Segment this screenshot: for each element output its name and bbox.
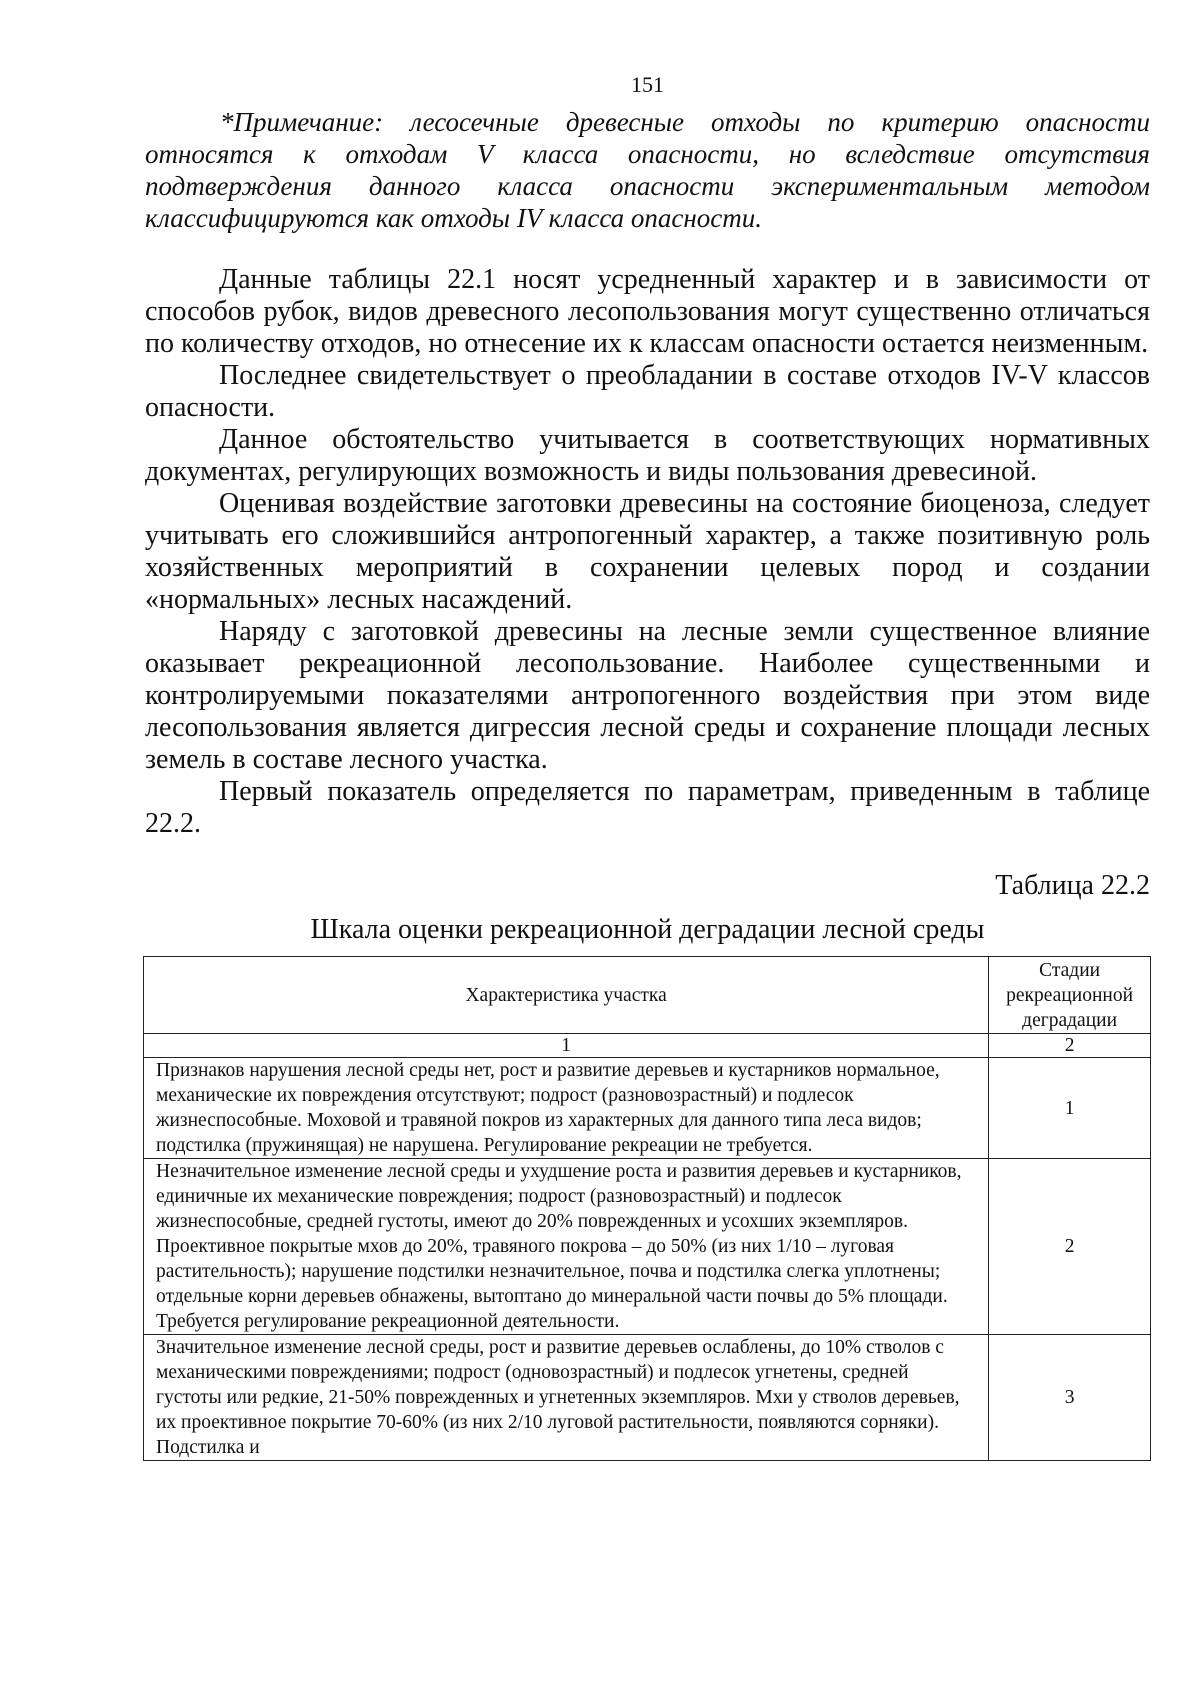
degradation-scale-table [143, 956, 1151, 1461]
paragraph: Последнее свидетельствует о преобладании в составе отходов IV-V классов опасности. [145, 360, 1150, 423]
row-stage: 1 [989, 1058, 1151, 1159]
table-row [144, 1159, 1151, 1335]
row-characteristic: Значительное изменение лесной среды, рост и развитие деревьев ослаблены, до 10% стволов с механическими повреждениями; подрост (одновозрастный) и подлесок угнетены, средней густоты или редкие, 21-50% поврежденных и угнетенных экземпляров. Мхи у стволов деревьев, их проективное покрытие 70-60% (из них 2/10 луговой растительности, появляются сорняки). Подстилка и [144, 1335, 989, 1461]
table-header-row [144, 957, 1151, 1034]
header-characteristic: Характеристика участка [144, 957, 989, 1034]
paragraph: Наряду с заготовкой древесины на лесные земли существенное влияние оказывает рекреационной лесопользование. Наиболее существенными и контролируемыми показателями антропогенного воздействия при этом виде лесопользования является дигрессия лесной среды и сохранение площади лесных земель в составе лесного участка. [145, 616, 1150, 775]
column-number-row [144, 1034, 1151, 1058]
column-number: 2 [989, 1034, 1151, 1058]
header-stage: Стадии рекреационной деградации [989, 957, 1151, 1034]
paragraph: Первый показатель определяется по параметрам, приведенным в таблице 22.2. [145, 776, 1150, 839]
footnote-note: *Примечание: лесосечные древесные отходы по критерию опасности относятся к отходам V класса опасности, но вследствие отсутствия подтверждения данного класса опасности экспериментальным методом классифицируются как отходы IV класса опасности. [145, 107, 1150, 233]
paragraph: Данные таблицы 22.1 носят усредненный характер и в зависимости от способов рубок, видов древесного лесопользования могут существенно отличаться по количеству отходов, но отнесение их к классам опасности остается неизменным. [145, 264, 1150, 359]
table-label: Таблица 22.2 [995, 870, 1150, 901]
row-stage: 2 [989, 1159, 1151, 1335]
row-stage: 3 [989, 1335, 1151, 1461]
page-number: 151 [631, 72, 664, 97]
row-characteristic: Признаков нарушения лесной среды нет, рост и развитие деревьев и кустарников нормальное, механические их повреждения отсутствуют; подрост (разновозрастный) и подлесок жизнеспособные. Моховой и травяной покров из характерных для данного типа леса видов; подстилка (пружинящая) не нарушена. Регулирование рекреации не требуется. [144, 1058, 989, 1159]
row-characteristic: Незначительное изменение лесной среды и ухудшение роста и развития деревьев и кустарников, единичные их механические повреждения; подрост (разновозрастный) и подлесок жизнеспособные, средней густоты, имеют до 20% поврежденных и усохших экземпляров. Проективное покрытые мхов до 20%, травяного покрова – до 50% (из них 1/10 – луговая растительность); нарушение подстилки незначительное, почва и подстилка слегка уплотнены; отдельные корни деревьев обнажены, вытоптано до минеральной части почвы до 5% площади. Требуется регулирование рекреационной деятельности. [144, 1159, 989, 1335]
column-number: 1 [144, 1034, 989, 1058]
document-page [145, 72, 1150, 1461]
paragraph: Данное обстоятельство учитывается в соответствующих нормативных документах, регулирующих возможность и виды пользования древесиной. [145, 424, 1150, 487]
table-title: Шкала оценки рекреационной деградации лесной среды [310, 914, 985, 945]
paragraph: Оценивая воздействие заготовки древесины на состояние биоценоза, следует учитывать его сложившийся антропогенный характер, а также позитивную роль хозяйственных мероприятий в сохранении целевых пород и создании «нормальных» лесных насаждений. [145, 488, 1150, 615]
table-row [144, 1058, 1151, 1159]
spacer [145, 234, 1150, 264]
table-row [144, 1335, 1151, 1461]
